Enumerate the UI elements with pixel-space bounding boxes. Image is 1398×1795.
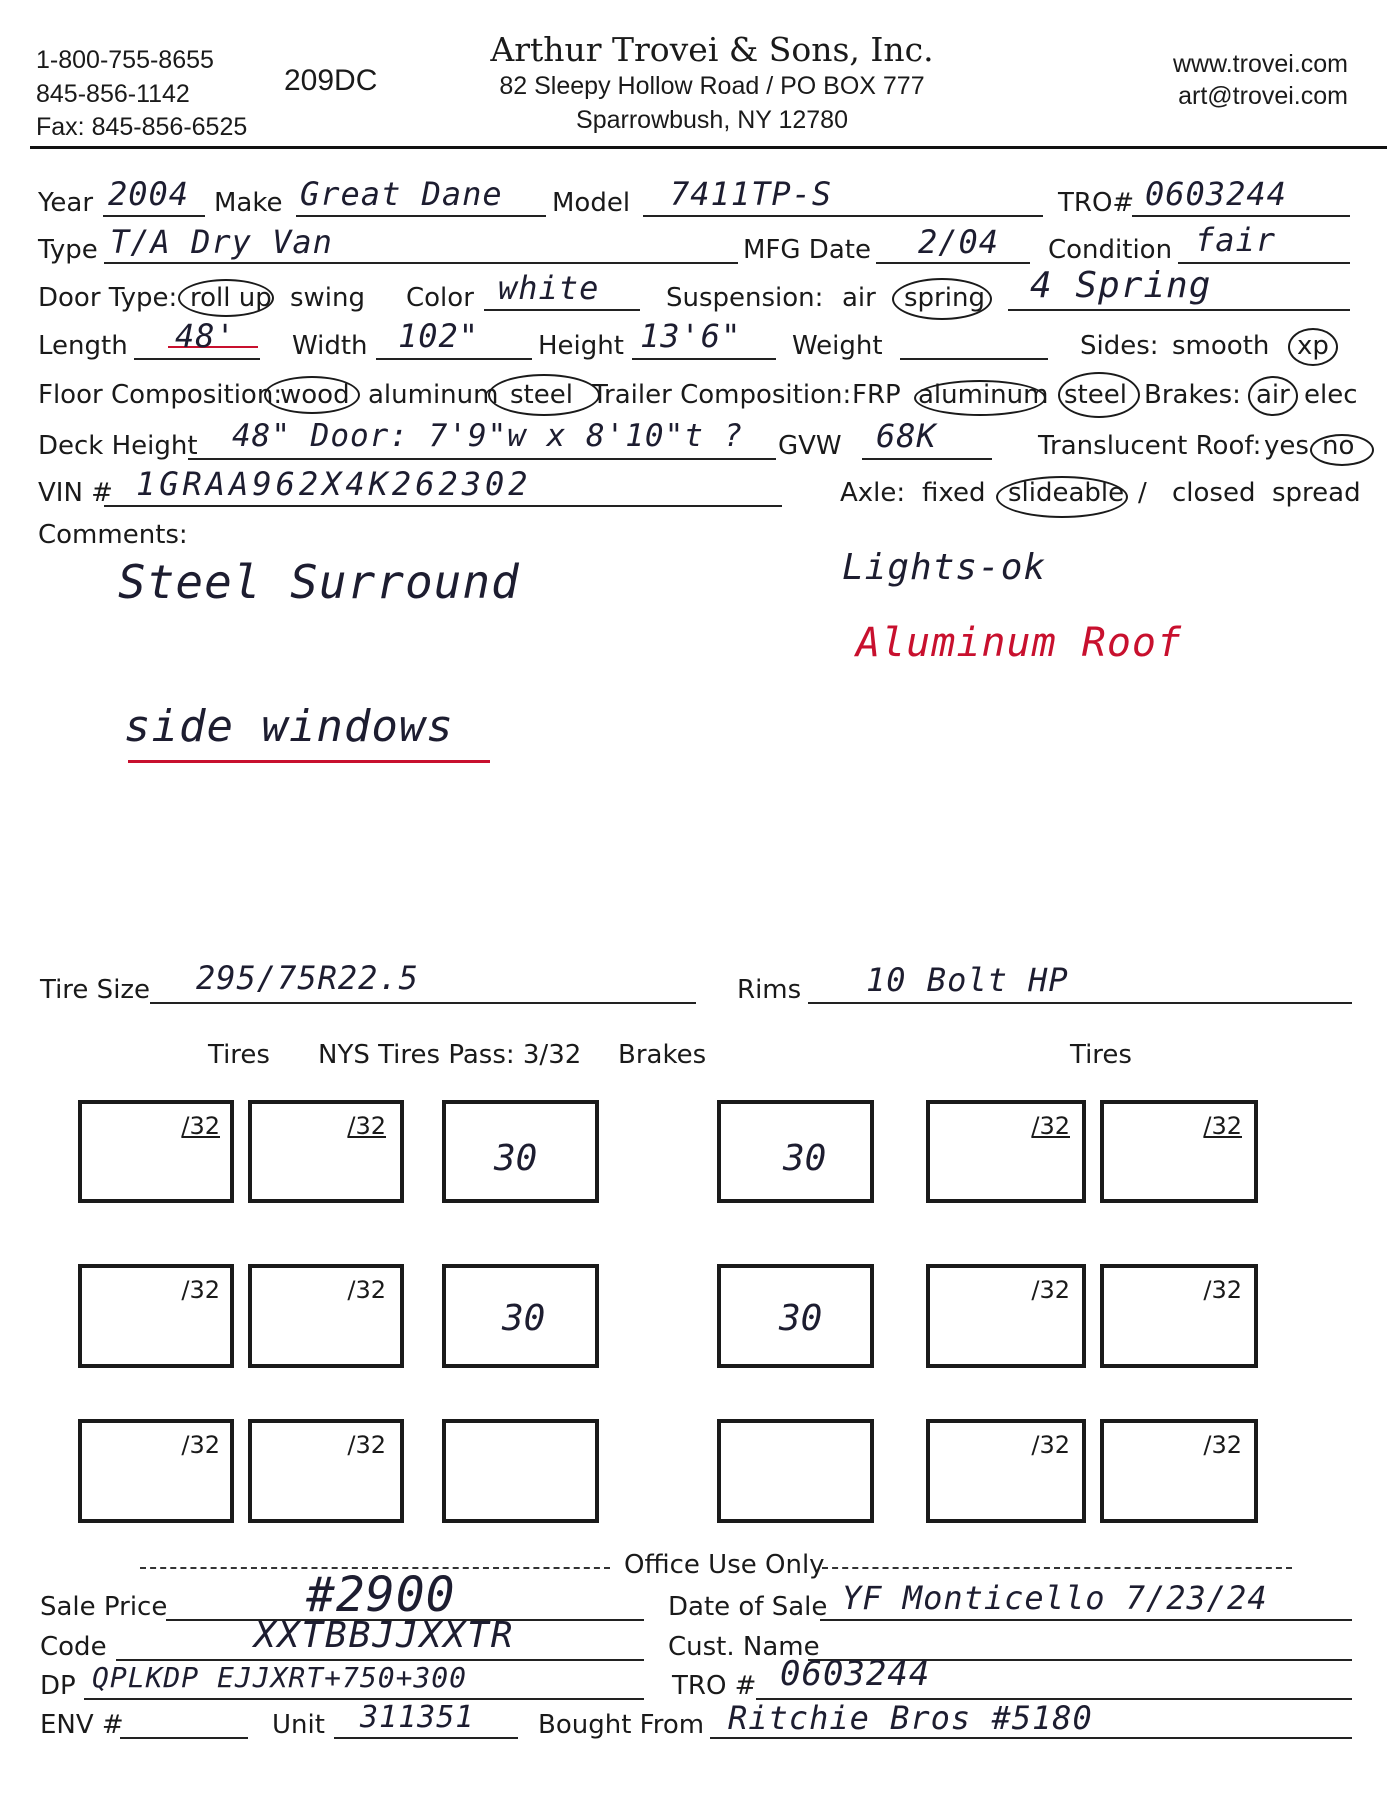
wood-circle bbox=[264, 376, 360, 414]
color-label: Color bbox=[406, 283, 474, 313]
brakes-header: Brakes bbox=[618, 1040, 707, 1070]
tire-size-value: 295/75R22.5 bbox=[196, 959, 419, 997]
sides-label: Sides: bbox=[1080, 331, 1159, 361]
width-value: 102" bbox=[398, 317, 480, 355]
unit-label: Unit bbox=[272, 1710, 325, 1740]
tro2-value: 0603244 bbox=[780, 1654, 931, 1694]
roof-no: no bbox=[1322, 431, 1355, 461]
model-value: 7411TP-S bbox=[670, 175, 833, 213]
make-label: Make bbox=[214, 188, 283, 218]
unit-value: 311351 bbox=[360, 1700, 475, 1735]
gvw-value: 68K bbox=[876, 417, 937, 455]
brake-r1-value: 30 bbox=[783, 1138, 827, 1179]
axle-fixed: fixed bbox=[922, 478, 986, 508]
sides-xp: xp bbox=[1297, 331, 1329, 361]
company-name: Arthur Trovei & Sons, Inc. bbox=[490, 30, 934, 69]
length-value: 48' bbox=[175, 317, 236, 355]
floor-wood: wood bbox=[280, 380, 350, 410]
deck-height-value: 48" Door: 7'9"w x 8'10"t ? bbox=[232, 418, 744, 454]
env-label: ENV # bbox=[40, 1710, 124, 1740]
tire-box-l3b bbox=[248, 1419, 404, 1523]
rims-line bbox=[808, 1002, 1352, 1004]
comment-side-windows: side windows bbox=[124, 701, 454, 752]
dp-value: QPLKDP EJJXRT+750+300 bbox=[92, 1661, 468, 1694]
mfg-date-label: MFG Date bbox=[743, 235, 871, 265]
tire-box-l1a bbox=[78, 1100, 234, 1203]
tire-l2b-unit: /32 bbox=[347, 1276, 386, 1304]
height-label: Height bbox=[538, 331, 624, 361]
tire-size-line bbox=[150, 1002, 696, 1004]
tire-l1a-unit: /32 bbox=[181, 1112, 220, 1140]
tire-l1b-unit: /32 bbox=[347, 1112, 386, 1140]
suspension-note-line bbox=[1008, 309, 1350, 311]
mfg-date-value: 2/04 bbox=[918, 223, 1000, 261]
floor-steel-circle bbox=[488, 374, 600, 416]
brake-l1-value: 30 bbox=[494, 1138, 538, 1179]
comment-steel-surround: Steel Surround bbox=[118, 555, 520, 609]
nys-tires-header: NYS Tires Pass: 3/32 bbox=[318, 1040, 582, 1070]
deck-height-line bbox=[188, 458, 776, 460]
width-line bbox=[376, 358, 532, 360]
brake-box-l2 bbox=[442, 1264, 599, 1368]
unit-line bbox=[334, 1737, 518, 1739]
code-label: Code bbox=[40, 1632, 107, 1662]
axle-slash: / bbox=[1138, 478, 1147, 508]
tire-l3a-unit: /32 bbox=[181, 1431, 220, 1459]
roof-no-circle bbox=[1310, 434, 1374, 466]
mfg-date-line bbox=[876, 262, 1030, 264]
translucent-roof-label: Translucent Roof: bbox=[1038, 431, 1262, 461]
brakes-air: air bbox=[1256, 380, 1290, 410]
make-value: Great Dane bbox=[300, 175, 503, 213]
header-phone1: 1-800-755-8655 bbox=[36, 46, 214, 74]
tire-l2a-unit: /32 bbox=[181, 1276, 220, 1304]
tire-box-r3a bbox=[926, 1419, 1086, 1523]
year-line bbox=[103, 215, 205, 217]
suspension-note: 4 Spring bbox=[1030, 265, 1212, 306]
vin-line bbox=[104, 505, 782, 507]
gvw-line bbox=[862, 458, 992, 460]
color-line bbox=[484, 309, 640, 311]
tire-r1b-unit: /32 bbox=[1203, 1112, 1242, 1140]
brake-l2-value: 30 bbox=[502, 1298, 546, 1339]
brake-box-l3 bbox=[442, 1419, 599, 1523]
weight-line bbox=[900, 358, 1048, 360]
side-windows-underline bbox=[128, 760, 490, 763]
weight-label: Weight bbox=[792, 331, 883, 361]
tire-box-l3a bbox=[78, 1419, 234, 1523]
door-type-label: Door Type: bbox=[38, 283, 178, 313]
brake-box-r3 bbox=[717, 1419, 874, 1523]
dp-label: DP bbox=[40, 1671, 76, 1701]
axle-slideable: slideable bbox=[1008, 478, 1125, 508]
tire-r2a-unit: /32 bbox=[1031, 1276, 1070, 1304]
date-of-sale-value: YF Monticello 7/23/24 bbox=[842, 1579, 1268, 1617]
length-label: Length bbox=[38, 331, 128, 361]
bought-from-label: Bought From bbox=[538, 1710, 705, 1740]
trailer-frp: FRP bbox=[852, 380, 901, 410]
spring-circle bbox=[892, 278, 992, 320]
suspension-label: Suspension: bbox=[666, 283, 824, 313]
type-label: Type bbox=[38, 235, 98, 265]
tro-label: TRO# bbox=[1058, 188, 1135, 218]
brake-box-r2 bbox=[717, 1264, 874, 1368]
tire-box-r2a bbox=[926, 1264, 1086, 1368]
tires-left-header: Tires bbox=[208, 1040, 270, 1070]
trailer-comp-label: Trailer Composition: bbox=[592, 380, 852, 410]
brake-r2-value: 30 bbox=[779, 1298, 823, 1339]
year-label: Year bbox=[38, 188, 94, 218]
type-value: T/A Dry Van bbox=[110, 223, 333, 261]
comments-label: Comments: bbox=[38, 520, 188, 550]
code-value: XXTBBJJXXTR bbox=[254, 1615, 515, 1656]
model-line bbox=[643, 215, 1043, 217]
rims-label: Rims bbox=[737, 975, 802, 1005]
tire-r2b-unit: /32 bbox=[1203, 1276, 1242, 1304]
vin-label: VIN # bbox=[38, 478, 113, 508]
company-email: art@trovei.com bbox=[1178, 82, 1348, 110]
rims-value: 10 Bolt HP bbox=[866, 961, 1069, 999]
brakes-air-circle bbox=[1248, 376, 1298, 416]
model-label: Model bbox=[552, 188, 631, 218]
length-line bbox=[134, 358, 260, 360]
slideable-circle bbox=[996, 476, 1128, 518]
tire-box-l2b bbox=[248, 1264, 404, 1368]
brake-box-l1 bbox=[442, 1100, 599, 1203]
tire-r1a-unit: /32 bbox=[1031, 1112, 1070, 1140]
roll-up-circle bbox=[178, 279, 274, 317]
trailer-aluminum-circle bbox=[914, 380, 1049, 416]
tire-box-r2b bbox=[1100, 1264, 1258, 1368]
company-address1: 82 Sleepy Hollow Road / PO BOX 777 bbox=[499, 72, 925, 100]
company-address2: Sparrowbush, NY 12780 bbox=[576, 106, 848, 134]
tire-box-l2a bbox=[78, 1264, 234, 1368]
floor-aluminum: aluminum bbox=[368, 380, 499, 410]
vin-value: 1GRAA962X4K262302 bbox=[136, 465, 532, 503]
header-fax: Fax: 845-856-6525 bbox=[36, 113, 248, 141]
width-label: Width bbox=[292, 331, 368, 361]
env-line bbox=[120, 1737, 248, 1739]
tire-l3b-unit: /32 bbox=[347, 1431, 386, 1459]
tire-box-r3b bbox=[1100, 1419, 1258, 1523]
type-line bbox=[104, 262, 738, 264]
comment-aluminum-roof: Aluminum Roof bbox=[856, 620, 1183, 666]
form-code: 209DC bbox=[284, 64, 378, 97]
tire-r3b-unit: /32 bbox=[1203, 1431, 1242, 1459]
date-of-sale-line bbox=[820, 1619, 1352, 1621]
cust-name-label: Cust. Name bbox=[668, 1632, 820, 1662]
comment-lights-ok: Lights-ok bbox=[842, 547, 1047, 588]
company-website: www.trovei.com bbox=[1172, 50, 1348, 78]
door-roll-up: roll up bbox=[190, 283, 272, 313]
tire-box-r1a bbox=[926, 1100, 1086, 1203]
trailer-steel: steel bbox=[1064, 380, 1127, 410]
office-dash-right bbox=[822, 1567, 1292, 1569]
floor-steel: steel bbox=[510, 380, 573, 410]
tro-line bbox=[1132, 215, 1350, 217]
axle-spread: spread bbox=[1272, 478, 1361, 508]
deck-height-label: Deck Height bbox=[38, 431, 198, 461]
header-phone2: 845-856-1142 bbox=[36, 80, 190, 108]
color-value: white bbox=[498, 269, 600, 307]
axle-label: Axle: bbox=[840, 478, 906, 508]
bought-from-value: Ritchie Bros #5180 bbox=[728, 1699, 1093, 1737]
brake-box-r1 bbox=[717, 1100, 874, 1203]
make-line bbox=[296, 215, 546, 217]
height-value: 13'6" bbox=[640, 317, 742, 355]
tire-size-label: Tire Size bbox=[40, 975, 151, 1005]
sides-smooth: smooth bbox=[1172, 331, 1270, 361]
condition-line bbox=[1178, 262, 1350, 264]
tro-value: 0603244 bbox=[1145, 175, 1287, 213]
tire-box-l1b bbox=[248, 1100, 404, 1203]
tro2-label: TRO # bbox=[672, 1671, 757, 1701]
sale-price-label: Sale Price bbox=[40, 1592, 168, 1622]
suspension-spring: spring bbox=[904, 283, 985, 313]
suspension-air: air bbox=[842, 283, 876, 313]
brakes-label: Brakes: bbox=[1144, 380, 1241, 410]
xp-circle bbox=[1288, 328, 1338, 366]
roof-yes: yes bbox=[1264, 431, 1309, 461]
date-of-sale-label: Date of Sale bbox=[668, 1592, 828, 1622]
condition-label: Condition bbox=[1048, 235, 1173, 265]
floor-comp-label: Floor Composition: bbox=[38, 380, 283, 410]
header-rule bbox=[30, 146, 1387, 149]
gvw-label: GVW bbox=[778, 431, 842, 461]
trailer-aluminum: aluminum bbox=[918, 380, 1049, 410]
sale-price-value: #2900 bbox=[306, 1567, 456, 1623]
door-swing: swing bbox=[290, 283, 366, 313]
axle-closed: closed bbox=[1172, 478, 1256, 508]
height-line bbox=[632, 358, 776, 360]
tire-box-r1b bbox=[1100, 1100, 1258, 1203]
trailer-steel-circle bbox=[1058, 372, 1140, 418]
tire-r3a-unit: /32 bbox=[1031, 1431, 1070, 1459]
tires-right-header: Tires bbox=[1070, 1040, 1132, 1070]
brakes-elec: elec bbox=[1304, 380, 1358, 410]
condition-value: fair bbox=[1195, 221, 1277, 259]
year-value: 2004 bbox=[108, 175, 190, 213]
office-use-label: Office Use Only bbox=[624, 1550, 825, 1580]
bought-from-line bbox=[710, 1737, 1352, 1739]
